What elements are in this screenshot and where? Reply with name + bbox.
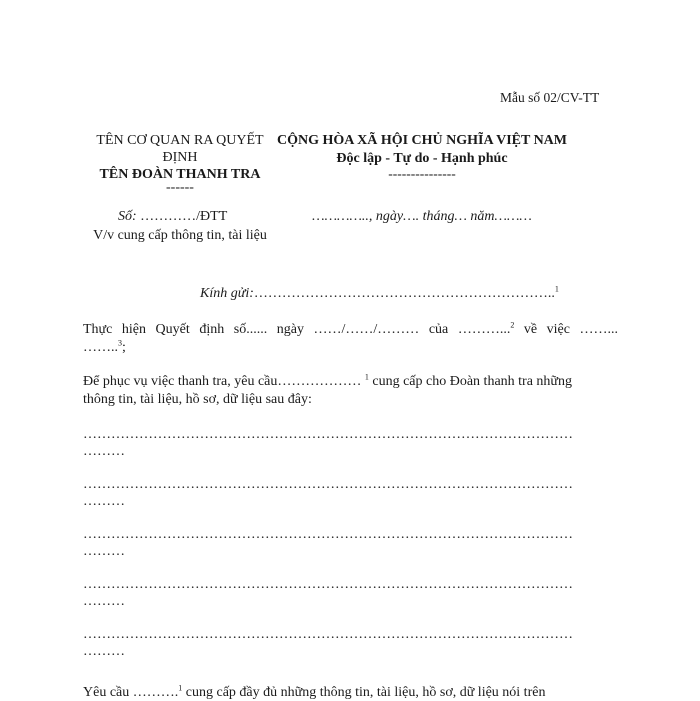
number-label: Số: bbox=[118, 209, 137, 224]
number-value: …………/ĐTT bbox=[136, 209, 228, 224]
paragraph-decision bbox=[83, 322, 618, 356]
paragraph-request-line1: Để phục vụ việc thanh tra, yêu cầu……………… $^1$ cung cấp cho Đoàn thanh tra những bbox=[83, 372, 573, 389]
place-date-line: ………….., ngày…. tháng… năm……… bbox=[312, 209, 532, 224]
footnote-ref: 1 bbox=[178, 683, 183, 693]
nation-motto: Độc lập - Tự do - Hạnh phúc bbox=[336, 151, 508, 166]
paragraph-decision-line1: Thực hiện Quyết định số...... ngày ……/……/……… của ………...$^2$ về việc ……... bbox=[83, 320, 619, 337]
fill-in-line: …………………………………………………………………………………………… ……… bbox=[83, 477, 573, 509]
left-header-rule: ------ bbox=[166, 180, 194, 195]
salutation-dots: ……………………………………………………….. bbox=[253, 286, 555, 301]
salutation bbox=[200, 286, 559, 302]
paragraph-provide: Yêu cầu ……….$^1$ cung cấp đầy đủ những thông tin, tài liệu, hồ sơ, dữ liệu nói trên bbox=[83, 683, 546, 700]
agency-name-line2: ĐỊNH bbox=[162, 150, 198, 165]
fill-in-line: …………………………………………………………………………………………… ……… bbox=[83, 427, 573, 459]
footnote-ref: 1 bbox=[554, 284, 559, 294]
document-subject: V/v cung cấp thông tin, tài liệu bbox=[93, 228, 267, 243]
document-number bbox=[118, 209, 227, 225]
nation-title: CỘNG HÒA XÃ HỘI CHỦ NGHĨA VIỆT NAM bbox=[276, 133, 567, 148]
footnote-ref: 3 bbox=[118, 338, 122, 348]
form-code: Mẫu số 02/CV-TT bbox=[500, 90, 600, 105]
fill-in-line: …………………………………………………………………………………………… ……… bbox=[83, 627, 573, 659]
inspection-team-name: TÊN ĐOÀN THANH TRA bbox=[99, 167, 261, 182]
agency-name-line1: TÊN CƠ QUAN RA QUYẾT bbox=[96, 133, 264, 148]
right-header-rule: --------------- bbox=[388, 166, 456, 181]
footnote-ref: 2 bbox=[510, 320, 515, 330]
salutation-label: Kính gửi: bbox=[200, 286, 254, 301]
paragraph-decision-line2: ……..$^3$; bbox=[83, 338, 126, 355]
paragraph-request-line2: thông tin, tài liệu, hồ sơ, dữ liệu sau đây: bbox=[83, 392, 312, 407]
fill-in-lines bbox=[83, 427, 618, 677]
fill-in-line: …………………………………………………………………………………………… ……… bbox=[83, 527, 573, 559]
paragraph-request bbox=[83, 374, 572, 408]
footnote-ref: 1 bbox=[364, 372, 369, 382]
fill-in-line: …………………………………………………………………………………………… ……… bbox=[83, 577, 573, 609]
